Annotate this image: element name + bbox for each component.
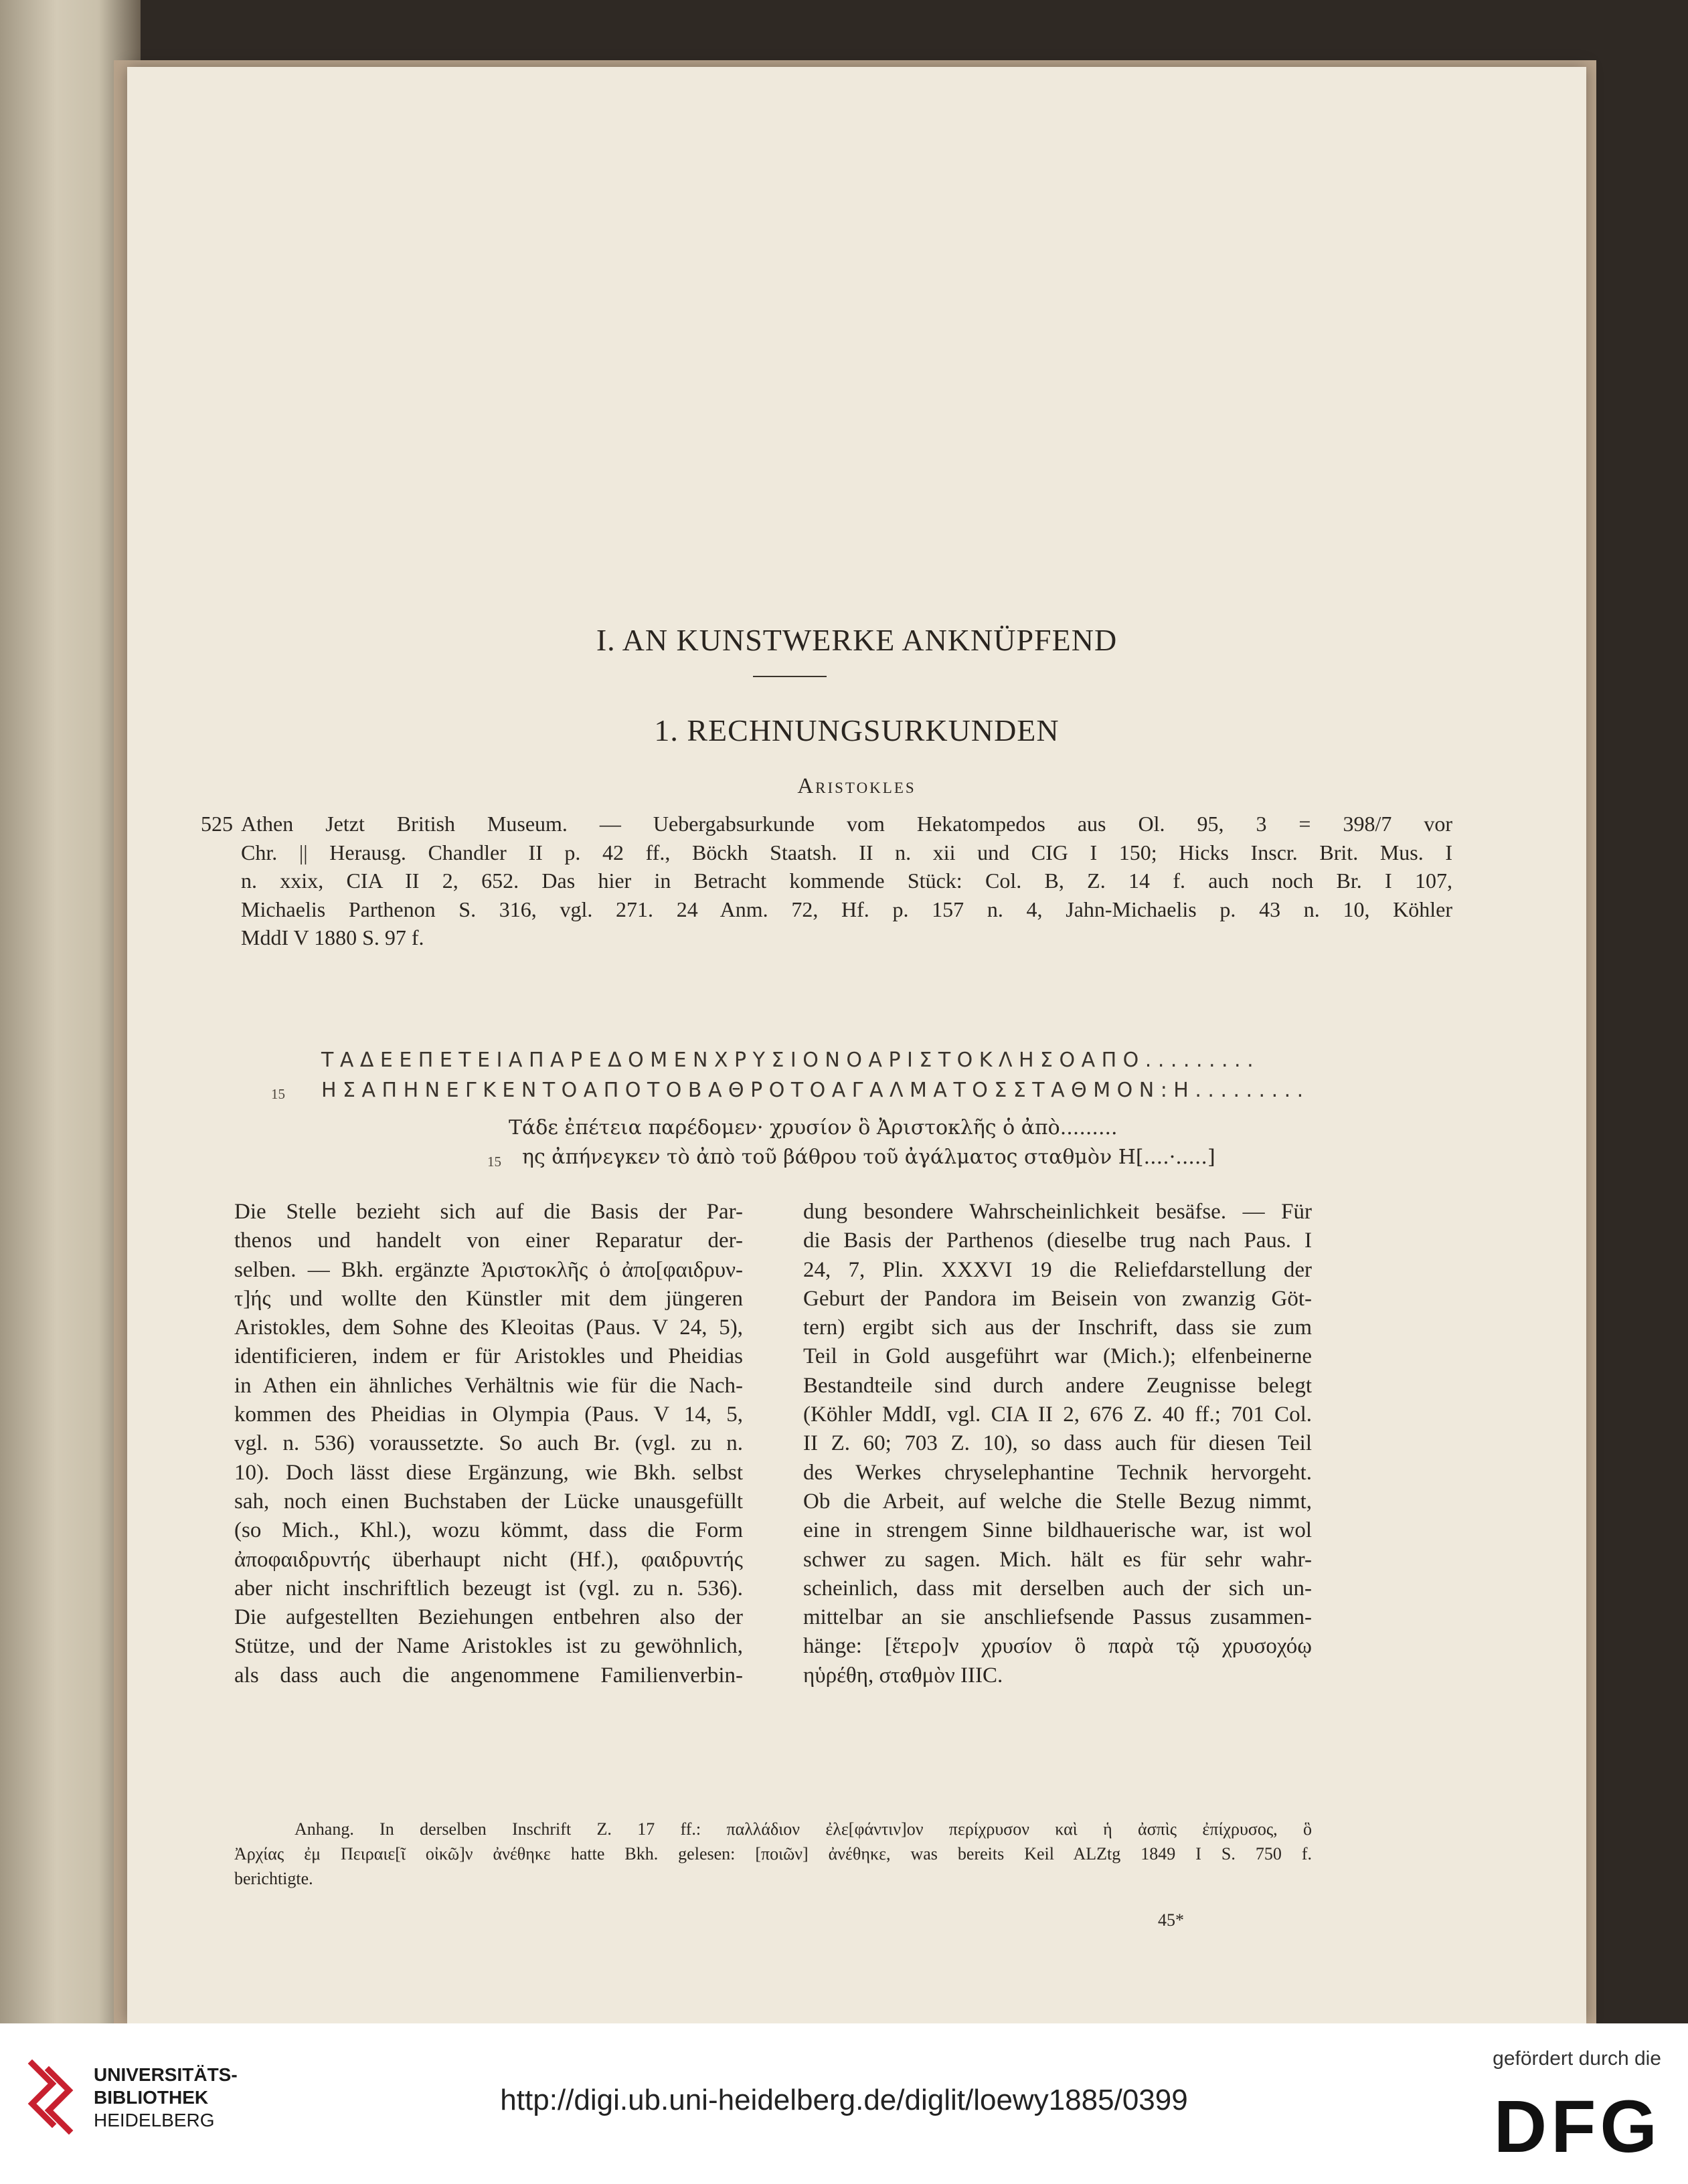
entry-line: Athen Jetzt British Museum. — Uebergabsurkunde vom Hekatompedos aus Ol. 95, 3 = 398/7 vor xyxy=(241,812,1452,836)
dfg-logo: DFG xyxy=(1493,2086,1661,2168)
funded-by-label: gefördert durch die xyxy=(1493,2047,1661,2070)
text-line: mittelbar an sie anschliefsende Passus zusammen- xyxy=(803,1605,1312,1630)
text-line: Ob die Arbeit, auf welche die Stelle Bezug nimmt, xyxy=(803,1489,1312,1514)
page-url-link[interactable]: http://digi.ub.uni-heidelberg.de/diglit/loewy1885/0399 xyxy=(500,2084,1188,2116)
digitization-footer xyxy=(0,2023,1688,2184)
text-line: ἀποφαιδρυντής überhaupt nicht (Hf.), φαιδρυντής xyxy=(234,1547,743,1572)
text-line: 10). Doch lässt diese Ergänzung, wie Bkh. selbst xyxy=(234,1460,743,1485)
institution-line: BIBLIOTHEK xyxy=(94,2087,209,2108)
inscription-line: ΤΑΔΕΕΠΕΤΕΙΑΠΑΡΕΔΟΜΕΝΧΡΥΣΙΟΝΟΑΡΙΣΤΟΚΛΗΣΟΑΠΟ......... xyxy=(321,1049,1260,1072)
ornament-rule xyxy=(753,676,827,677)
text-line: ηὑρέθη, σταθμὸν ΙΙΙC. xyxy=(803,1663,1003,1688)
text-line: des Werkes chryselephantine Technik hervorgeht. xyxy=(803,1460,1312,1485)
text-line: identificieren, indem er für Aristokles und Pheidias xyxy=(234,1344,743,1369)
text-line: sah, noch einen Buchstaben der Lücke unausgefüllt xyxy=(234,1489,743,1514)
commentary-column-left xyxy=(234,1198,743,1690)
text-line: Bestandteile sind durch andere Zeugnisse belegt xyxy=(803,1373,1312,1398)
commentary-column-right xyxy=(803,1198,1312,1690)
sheet-signature: 45* xyxy=(1158,1910,1184,1930)
entry-line: Chr. || Herausg. Chandler II p. 42 ff., Böckh Staatsh. II n. xii und CIG I 150; Hicks Inscr. Brit. Mus. I xyxy=(241,840,1452,864)
appendix-note xyxy=(234,1817,1312,1891)
text-line: (so Mich., Khl.), wozu kömmt, dass die Form xyxy=(234,1518,743,1543)
text-line: Die aufgestellten Beziehungen entbehren also der xyxy=(234,1605,743,1630)
text-line: scheinlich, dass mit derselben auch der sich un- xyxy=(803,1576,1312,1601)
entry-number: 525 xyxy=(201,812,233,836)
institution-line: UNIVERSITÄTS- xyxy=(94,2064,238,2085)
part-heading: I. AN KUNSTWERKE ANKNÜPFEND xyxy=(596,623,1118,657)
appendix-line: Ἀρχίας ἐμ Πειραιε[ῖ οἰκῶ]ν ἀνέθηκε hatte Bkh. gelesen: [ποιῶν] ἀνέθηκε, was bereits Keil ALZtg 1849 I S. 750 f. xyxy=(234,1844,1312,1863)
text-line: vgl. n. 536) voraussetzte. So auch Br. (vgl. zu n. xyxy=(234,1431,743,1456)
text-line: τ]ής und wollte den Künstler mit dem jüngeren xyxy=(234,1286,743,1311)
chapter-heading: 1. RECHNUNGSURKUNDEN xyxy=(654,713,1060,747)
text-line: hänge: [ἕτερο]ν χρυσίον ὃ παρὰ τῷ χρυσοχόῳ xyxy=(803,1634,1312,1659)
text-line: in Athen ein ähnliches Verhältnis wie für die Nach- xyxy=(234,1373,743,1398)
text-line: Aristokles, dem Sohne des Kleoitas (Paus. V 24, 5), xyxy=(234,1315,743,1340)
entry-line: MddI V 1880 S. 97 f. xyxy=(241,925,424,949)
text-line: dung besondere Wahrscheinlichkeit besäfse. — Für xyxy=(803,1200,1312,1224)
institution-line: HEIDELBERG xyxy=(94,2110,215,2130)
text-line: Teil in Gold ausgeführt war (Mich.); elfenbeinerne xyxy=(803,1344,1312,1369)
transcription-line: ης ἀπήνεγκεν τὸ ἀπὸ τοῦ βάθρου τοῦ ἀγάλματος σταθμὸν Η[....·.....] xyxy=(522,1146,1215,1169)
entry-line: Michaelis Parthenon S. 316, vgl. 271. 24 Anm. 72, Hf. p. 157 n. 4, Jahn-Michaelis p. 43 n. 10, Köhler xyxy=(241,897,1452,921)
text-line: II Z. 60; 703 Z. 10), so dass auch für diesen Teil xyxy=(803,1431,1312,1456)
transcription-line-number: 15 xyxy=(487,1154,501,1170)
text-line: Geburt der Pandora im Beisein von zwanzig Göt- xyxy=(803,1286,1312,1311)
catalogue-entry xyxy=(201,810,1452,952)
text-line: kommen des Pheidias in Olympia (Paus. V 14, 5, xyxy=(234,1402,743,1427)
book-page xyxy=(127,67,1586,2023)
appendix-line: berichtigte. xyxy=(234,1869,313,1888)
text-line: Stütze, und der Name Aristokles ist zu gewöhnlich, xyxy=(234,1634,743,1659)
entry-line: n. xxix, CIA II 2, 652. Das hier in Betracht kommende Stück: Col. B, Z. 14 f. auch noch Br. I 107, xyxy=(241,869,1452,893)
text-line: selben. — Bkh. ergänzte Ἀριστοκλῆς ὁ ἀπο[φαιδρυν- xyxy=(234,1257,743,1282)
text-line: tern) ergibt sich aus der Inschrift, dass sie zum xyxy=(803,1315,1312,1340)
inscription-line: ΗΣΑΠΗΝΕΓΚΕΝΤΟΑΠΟΤΟΒΑΘΡΟΤΟΑΓΑΛΜΑΤΟΣΣΤΑΘΜΟΝ:Η......... xyxy=(321,1079,1310,1102)
appendix-line: Anhang. In derselben Inschrift Z. 17 ff.: παλλάδιον ἐλε[φάντιν]ον περίχρυσον καὶ ἡ ἀσπὶς ἐπίχρυσος, ὃ xyxy=(294,1819,1312,1839)
text-line: thenos und handelt von einer Reparatur der- xyxy=(234,1228,743,1253)
text-line: die Basis der Parthenos (dieselbe trug nach Paus. I xyxy=(803,1228,1312,1253)
text-line: 24, 7, Plin. XXXVI 19 die Reliefdarstellung der xyxy=(803,1257,1312,1282)
text-line: Die Stelle bezieht sich auf die Basis der Par- xyxy=(234,1200,743,1224)
inscription-line-number: 15 xyxy=(271,1086,285,1102)
text-line: als dass auch die angenommene Familienverbin- xyxy=(234,1663,743,1688)
text-line: aber nicht inschriftlich bezeugt ist (vgl. zu n. 536). xyxy=(234,1576,743,1601)
text-line: eine in strengem Sinne bildhauerische war, ist wol xyxy=(803,1518,1312,1543)
transcription-line: Τάδε ἐπέτεια παρέδομεν· χρυσίον ὃ Ἀριστοκλῆς ὁ ἀπὸ......... xyxy=(509,1116,1118,1140)
text-line: schwer zu sagen. Mich. hält es für sehr wahr- xyxy=(803,1547,1312,1572)
author-heading: Aristokles xyxy=(797,774,916,798)
text-line: (Köhler MddI, vgl. CIA II 2, 676 Z. 40 ff.; 701 Col. xyxy=(803,1402,1312,1427)
